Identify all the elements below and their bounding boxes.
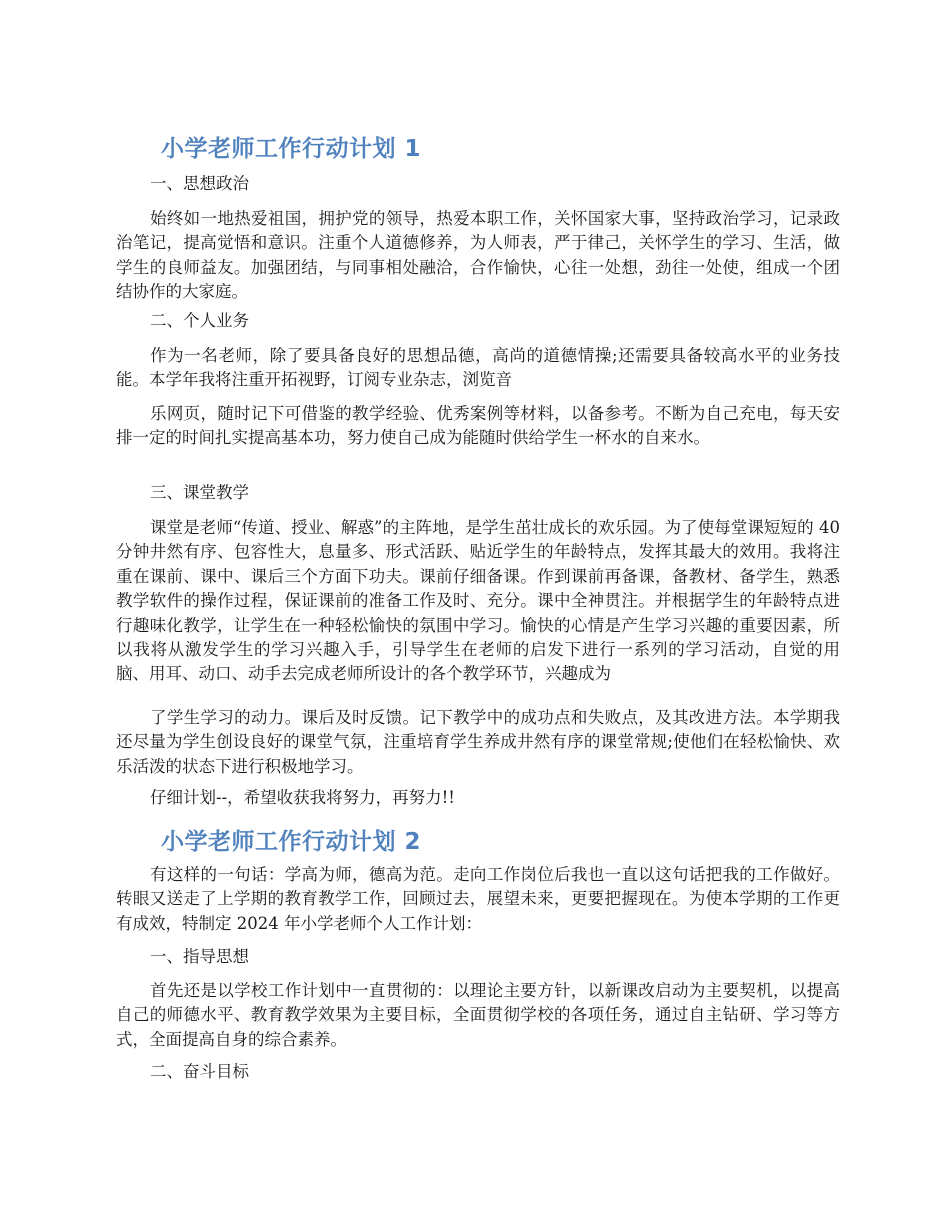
section-1-paragraph-3: 乐网页，随时记下可借鉴的教学经验、优秀案例等材料，以备参考。不断为自己充电，每天安排一定的时间扎实提高基本功，努力使自己成为能随时供给学生一杯水的自来水。 bbox=[116, 404, 840, 448]
section-2-paragraph-1: 有这样的一句话：学高为师，德高为范。走向工作岗位后我也一直以这句话把我的工作做好。转眼又送走了上学期的教育教学工作，回顾过去，展望未来，更要把握现在。为使本学期的工作更有成效，特制定 2024 年小学老师个人工作计划： bbox=[116, 865, 840, 933]
section-2-paragraph-2: 首先还是以学校工作计划中一直贯彻的：以理论主要方针，以新课改启动为主要契机，以提高自己的师德水平、教育教学效果为主要目标，全面贯彻学校的各项任务，通过自主钻研、学习等方式，全面提高自身的综合素养。 bbox=[116, 981, 840, 1049]
section-1-heading-2: 二、个人业务 bbox=[150, 311, 249, 330]
section-2-heading-1: 一、指导思想 bbox=[150, 947, 249, 966]
section-1-paragraph-5: 了学生学习的动力。课后及时反馈。记下教学中的成功点和失败点，及其改进方法。本学期我还尽量为学生创设良好的课堂气氛，注重培育学生养成井然有序的课堂常规;使他们在轻松愉快、欢乐活泼的状态下进行积极地学习。 bbox=[116, 708, 840, 776]
section-1-heading-3: 三、课堂教学 bbox=[150, 483, 249, 502]
section-1-paragraph-2: 作为一名老师，除了要具备良好的思想品德，高尚的道德情操;还需要具备较高水平的业务技能。本学年我将注重开拓视野，订阅专业杂志，浏览音 bbox=[116, 346, 840, 390]
section-1-paragraph-4: 课堂是老师“传道、授业、解惑”的主阵地，是学生茁壮成长的欢乐园。为了使每堂课短短的 40 分钟井然有序、包容性大，息量多、形式活跃、贴近学生的年龄特点，发挥其最大的效用。我将注重在课前、课中、课后三个方面下功夫。课前仔细备课。作到课前再备课，备教材、备学生，熟悉教学软件的操作过程，保证课前的准备工作及时、充分。课中全神贯注。并根据学生的年龄特点进行趣味化教学，让学生在一种轻松愉快的氛围中学习。愉快的心情是产生学习兴趣的重要因素，所以我将从激发学生的学习兴趣入手，引导学生在老师的启发下进行一系列的学习活动，自觉的用脑、用耳、动口、动手去完成老师所设计的各个教学环节，兴趣成为 bbox=[116, 518, 840, 684]
section-1-heading-1: 一、思想政治 bbox=[150, 174, 249, 193]
section-2-title: 小学老师工作行动计划 2 bbox=[161, 829, 422, 855]
section-1-paragraph-1: 始终如一地热爱祖国，拥护党的领导，热爱本职工作，关怀国家大事，坚持政治学习，记录政治笔记，提高觉悟和意识。注重个人道德修养，为人师表，严于律己，关怀学生的学习、生活，做学生的良师益友。加强团结，与同事相处融洽，合作愉快，心往一处想，劲往一处使，组成一个团结协作的大家庭。 bbox=[116, 209, 840, 302]
section-1-paragraph-6: 仔细计划--，希望收获我将努力，再努力!! bbox=[150, 788, 455, 807]
section-2-heading-2: 二、奋斗目标 bbox=[150, 1062, 249, 1081]
section-1-title: 小学老师工作行动计划 1 bbox=[161, 136, 422, 162]
